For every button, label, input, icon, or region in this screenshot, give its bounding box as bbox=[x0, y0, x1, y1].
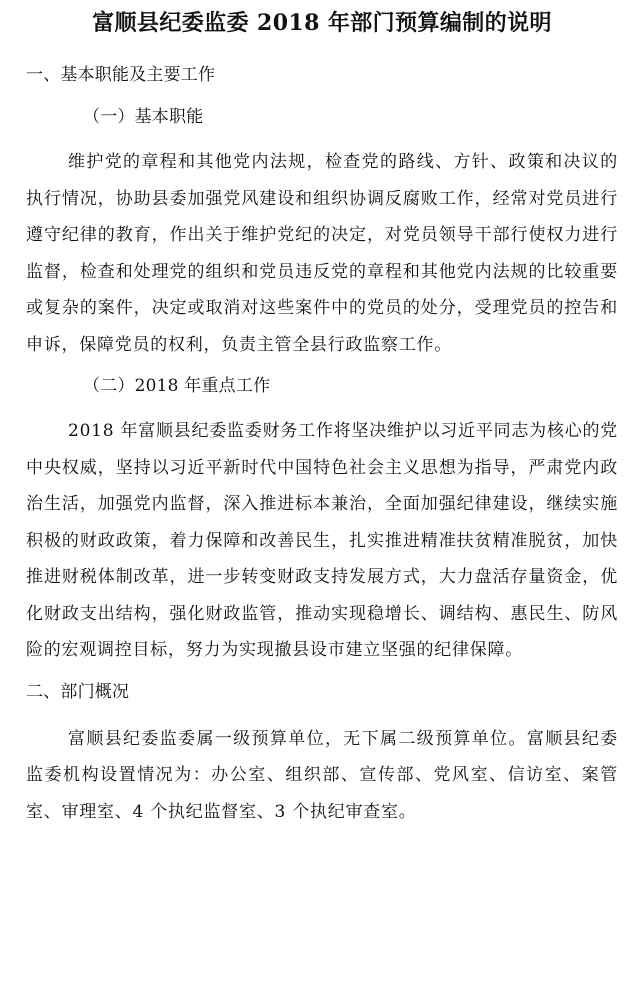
subsection-1-heading: （一）基本职能 bbox=[83, 107, 204, 127]
basic-functions-paragraph: 维护党的章程和其他党内法规，检查党的路线、方针、政策和决议的执行情况，协助县委加强党风建设和组织协调反腐败工作，经常对党员进行遵守纪律的教育，作出关于维护党纪的决定，对党员领导干部行使权力进行监督，检查和处理党的组织和党员违反党的章程和其他党内法规的比较重要或复杂的案件，决定或取消对这些案件中的党员的处分，受理党员的控告和申诉，保障党员的权利，负责主管全县行政监察工作。 bbox=[26, 152, 618, 355]
section-1-heading: 一、基本职能及主要工作 bbox=[26, 65, 216, 85]
section-2-heading: 二、部门概况 bbox=[26, 681, 130, 702]
key-work-paragraph: 2018 年富顺县纪委监委财务工作将坚决维护以习近平同志为核心的党中央权威，坚持以习近平新时代中国特色社会主义思想为指导，严肃党内政治生活，加强党内监督，深入推进标本兼治，全面加强纪律建设，继续实施积极的财政政策，着力保障和改善民生，扎实推进精准扶贫精准脱贫，加快推进财税体制改革，进一步转变财政支持发展方式，大力盘活存量资金，优化财政支出结构，强化财政监管，推动实现稳增长、调结构、惠民生、防风险的宏观调控目标，努力为实现撤县设市建立坚强的纪律保障。 bbox=[26, 421, 618, 660]
department-overview-paragraph: 富顺县纪委监委属一级预算单位，无下属二级预算单位。富顺县纪委监委机构设置情况为：办公室、组织部、宣传部、党风室、信访室、案管室、审理室、4 个执纪监督室、3 个执纪审查室。 bbox=[26, 728, 618, 822]
document-title: 富顺县纪委监委 2018 年部门预算编制的说明 bbox=[92, 10, 552, 36]
subsection-2-heading: （二）2018 年重点工作 bbox=[83, 376, 271, 396]
